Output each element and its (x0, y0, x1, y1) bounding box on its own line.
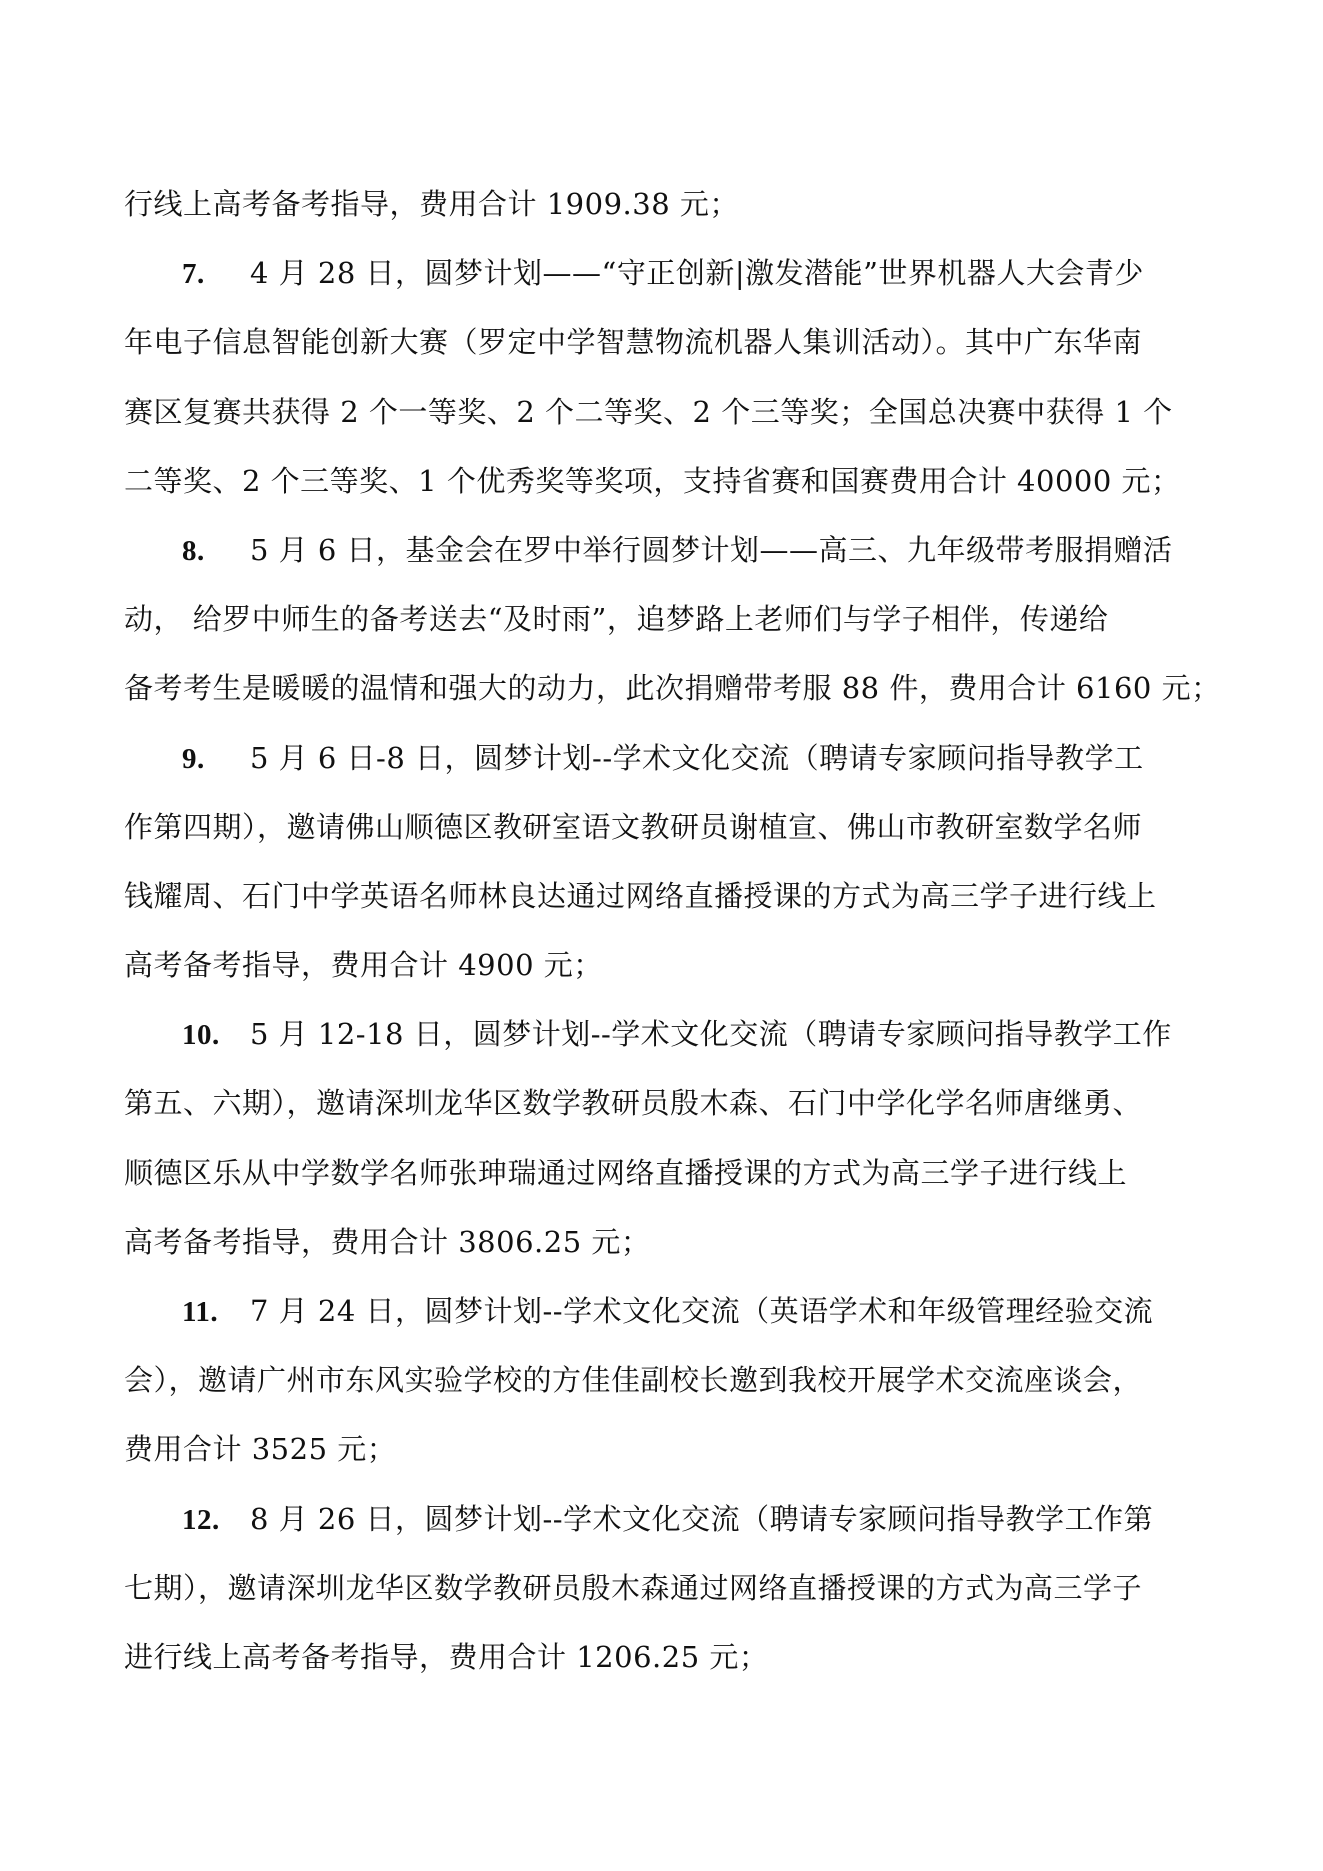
item-number: 8. (182, 534, 205, 567)
item-text: 会），邀请广州市东风实验学校的方佳佳副校长邀到我校开展学术交流座谈会， (124, 1363, 1143, 1398)
item-text: 七期），邀请深圳龙华区数学教研员殷木森通过网络直播授课的方式为高三学子 (124, 1570, 1143, 1605)
item-text: 7 月 24 日，圆梦计划--学术文化交流（英语学术和年级管理经验交流 (250, 1294, 1154, 1328)
item-text: 赛区复赛共获得 2 个一等奖、2 个二等奖、2 个三等奖；全国总决赛中获得 1 个 (124, 394, 1173, 429)
list-item-10 (124, 1000, 1214, 1277)
item-text: 5 月 12-18 日，圆梦计划--学术文化交流（聘请专家顾问指导教学工作 (250, 1017, 1172, 1052)
list-item-7 (124, 239, 1214, 516)
list-item-9 (124, 724, 1214, 1001)
item-text: 第五、六期），邀请深圳龙华区数学教研员殷木森、石门中学化学名师唐继勇、 (124, 1086, 1143, 1121)
item-text: 费用合计 3525 元； (124, 1432, 397, 1467)
item-text: 5 月 6 日-8 日，圆梦计划--学术文化交流（聘请专家顾问指导教学工 (250, 740, 1144, 775)
item-text: 动， 给罗中师生的备考送去“及时雨”，追梦路上老师们与学子相伴，传递给 (124, 602, 1109, 637)
list-item-12 (124, 1485, 1214, 1693)
item-text: 高考备考指导，费用合计 4900 元； (124, 948, 603, 983)
item-first-line (124, 1277, 1214, 1346)
list-item-8 (124, 516, 1221, 724)
item-text: 进行线上高考备考指导，费用合计 1206.25 元； (124, 1639, 769, 1674)
item-text: 钱耀周、石门中学英语名师林良达通过网络直播授课的方式为高三学子进行线上 (124, 878, 1157, 913)
item-text: 年电子信息智能创新大赛（罗定中学智慧物流机器人集训活动）。其中广东华南 (124, 325, 1143, 360)
continuation-line: 行线上高考备考指导，费用合计 1909.38 元； (124, 187, 739, 221)
list-item-11 (124, 1277, 1214, 1485)
item-first-line (124, 239, 1214, 308)
item-text: 高考备考指导，费用合计 3806.25 元； (124, 1224, 651, 1259)
item-number: 10. (182, 1019, 220, 1052)
item-first-line (124, 1000, 1214, 1069)
document-body (124, 170, 1221, 1692)
item-text: 顺德区乐从中学数学名师张珅瑞通过网络直播授课的方式为高三学子进行线上 (124, 1155, 1128, 1190)
item-first-line (124, 516, 1214, 585)
item-text: 8 月 26 日，圆梦计划--学术文化交流（聘请专家顾问指导教学工作第 (250, 1501, 1154, 1536)
item-number: 12. (182, 1503, 220, 1536)
item-number: 9. (182, 742, 205, 775)
item-first-line (124, 1485, 1214, 1554)
item-text: 二等奖、2 个三等奖、1 个优秀奖等奖项，支持省赛和国赛费用合计 40000 元； (124, 463, 1181, 498)
item-text: 备考考生是暖暖的温情和强大的动力，此次捐赠带考服 88 件，费用合计 6160 元； (124, 671, 1221, 706)
item-first-line (124, 724, 1214, 793)
item-number: 11. (182, 1296, 219, 1328)
item-text: 作第四期），邀请佛山顺德区教研室语文教研员谢植宣、佛山市教研室数学名师 (124, 809, 1143, 844)
item-text: 4 月 28 日，圆梦计划——“守正创新|激发潜能”世界机器人大会青少 (250, 256, 1144, 291)
item-number: 7. (182, 258, 205, 291)
item-text: 5 月 6 日，基金会在罗中举行圆梦计划——高三、九年级带考服捐赠活 (250, 532, 1173, 567)
